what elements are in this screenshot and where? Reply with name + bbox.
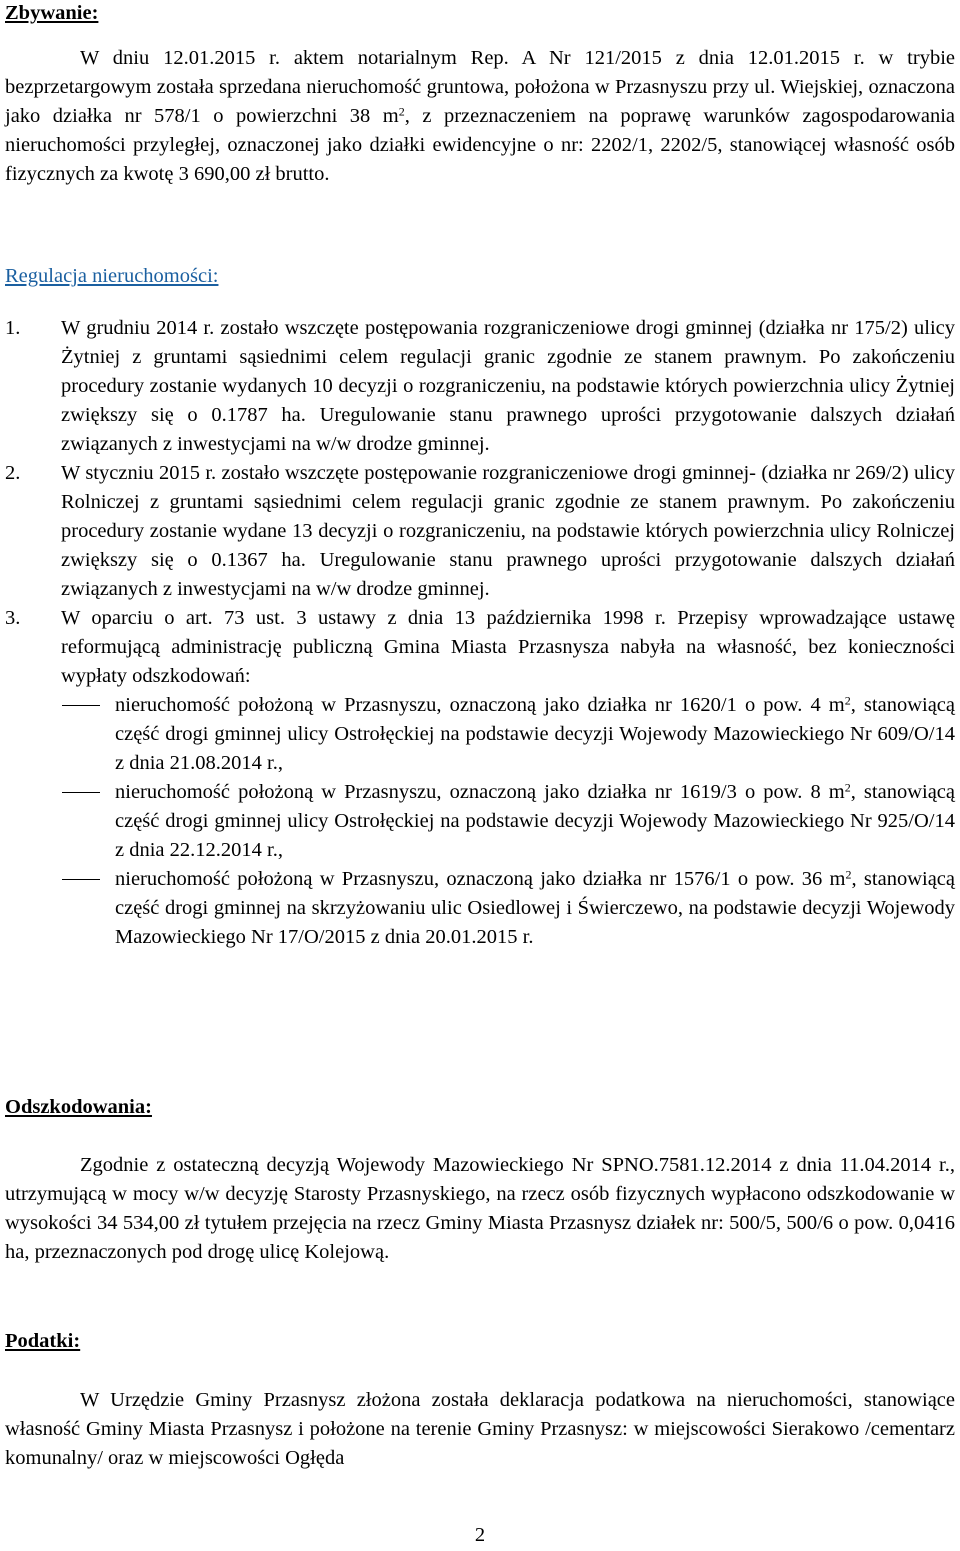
list-number: 2.: [5, 462, 21, 484]
paragraph-zbywanie: W dniu 12.01.2015 r. aktem notarialnym Rep. A Nr 121/2015 z dnia 12.01.2015 r. w trybie bezprzetargowym została sprzedana nieruchomość gruntowa, położona w Przasnyszu przy ul. Wiejskiej, oznaczona jako działka nr 578/1 o powierzchni 38 $m^2$, z przeznaczeniem na poprawę warunków zagospodarowania nieruchomości przyległej, oznaczonej jako działki ewidencyjne o nr: 2202/1, 2202/5, stanowiącej własność osób fizycznych za kwotę 3 690,00 zł brutto.: [5, 47, 955, 185]
list-item-text: W styczniu 2015 r. zostało wszczęte postępowanie rozgraniczeniowe drogi gminnej- (działka nr 269/2) ulicy Rolniczej z gruntami sąsiednimi celem regulacji granic zgodnie ze stanem prawnym. Po zakończeniu procedury zostanie wydane 13 decyzji o rozgraniczeniu, na podstawie których powierzchnia ulicy Rolniczej zwiększy się o 0.1367 ha. Uregulowanie stanu prawnego uprości przygotowanie dalszych działań związanych z inwestycjami na w/w drodze gminnej.: [61, 462, 955, 600]
list-item: [5, 314, 955, 459]
page-number: 2: [474, 1524, 486, 1546]
list-number: 1.: [5, 317, 21, 339]
list-item-text: W oparciu o art. 73 ust. 3 ustawy z dnia 13 października 1998 r. Przepisy wprowadzające ustawę reformującą administrację publiczną Gmina Miasta Przasnysza nabyła na własność, bez konieczności wypłaty odszkodowań:: [61, 607, 955, 687]
list-item: [5, 604, 955, 691]
heading-odszkodowania: Odszkodowania:: [5, 1096, 152, 1118]
regulacja-list: [5, 314, 955, 952]
sublist-item: nieruchomość położoną w Przasnyszu, oznaczoną jako działka nr 1619/3 o pow. 8 $m^2$, stanowiącą część drogi gminnej ulicy Ostrołęckiej na podstawie decyzji Wojewody Mazowieckiego Nr 925/O/14 z dnia 22.12.2014 r.,: [5, 778, 955, 865]
sublist-item: nieruchomość położoną w Przasnyszu, oznaczoną jako działka nr 1576/1 o pow. 36 $m^2$, stanowiącą część drogi gminnej na skrzyżowaniu ulic Osiedlowej i Świerczewo, na podstawie decyzji Wojewody Mazowieckiego Nr 17/O/2015 z dnia 20.01.2015 r.: [5, 865, 955, 952]
paragraph-odszkodowania: Zgodnie z ostateczną decyzją Wojewody Mazowieckiego Nr SPNO.7581.12.2014 z dnia 11.04.2014 r., utrzymującą w mocy w/w decyzję Starosty Przasnyskiego, na rzecz osób fizycznych wypłacono odszkodowanie w wysokości 34 534,00 zł tytułem przejęcia na rzecz Gminy Miasta Przasnysz działek nr: 500/5, 500/6 o pow. 0,0416 ha, przeznaczonych pod drogę ulicę Kolejową.: [5, 1154, 955, 1263]
list-number: 3.: [5, 607, 21, 629]
list-item: [5, 459, 955, 604]
sublist-item: nieruchomość położoną w Przasnyszu, oznaczoną jako działka nr 1620/1 o pow. 4 $m^2$, stanowiącą część drogi gminnej ulicy Ostrołęckiej na podstawie decyzji Wojewody Mazowieckiego Nr 609/O/14 z dnia 21.08.2014 r.,: [5, 691, 955, 778]
paragraph-podatki: W Urzędzie Gminy Przasnysz złożona została deklaracja podatkowa na nieruchomości, stanowiące własność Gminy Miasta Przasnysz i położone na terenie Gminy Przasnysz: w miejscowości Sierakowo /cementarz komunalny/ oraz w miejscowości Ogłęda: [5, 1389, 955, 1469]
dash-sublist: [5, 691, 955, 952]
heading-zbywanie: Zbywanie:: [5, 2, 99, 24]
heading-regulacja: Regulacja nieruchomości:: [5, 265, 219, 287]
heading-podatki: Podatki:: [5, 1330, 81, 1352]
dash-bullet-icon: [62, 879, 100, 880]
list-item-text: W grudniu 2014 r. zostało wszczęte postępowania rozgraniczeniowe drogi gminnej (działka nr 175/2) ulicy Żytniej z gruntami sąsiednimi celem regulacji granic zgodnie ze stanem prawnym. Po zakończeniu procedury zostanie wydanych 10 decyzji o rozgraniczeniu, na podstawie których powierzchnia ulicy Żytniej zwiększy się o 0.1787 ha. Uregulowanie stanu prawnego uprości przygotowanie dalszych działań związanych z inwestycjami na w/w drodze gminnej.: [61, 317, 955, 455]
dash-bullet-icon: [62, 792, 100, 793]
dash-bullet-icon: [62, 705, 100, 706]
